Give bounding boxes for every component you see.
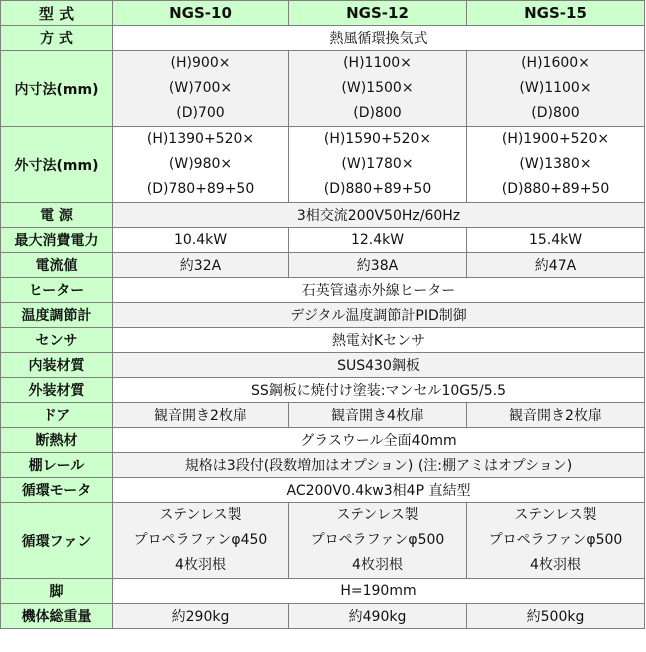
row-total-weight xyxy=(1,604,645,629)
row-label-exterior-material: 外装材質 xyxy=(1,378,113,403)
outer-w-ngs-10: (W)980× xyxy=(168,156,233,172)
max-power-ngs-12: 12.4kW xyxy=(289,228,467,253)
inner-w-ngs-12: (W)1500× xyxy=(341,80,414,96)
row-circulation-fan xyxy=(1,503,645,579)
fan-type-ngs-15: プロペラファンφ500 xyxy=(488,532,623,548)
fan-type-ngs-12: プロペラファンφ500 xyxy=(310,532,445,548)
circulation-fan-ngs-15 xyxy=(467,503,645,579)
row-label-power-supply: 電 源 xyxy=(1,203,113,228)
row-sensor xyxy=(1,328,645,353)
row-label-inner-dimensions: 内寸法(mm) xyxy=(1,51,113,127)
power-supply-value: 3相交流200V50Hz/60Hz xyxy=(113,203,645,228)
outer-d-ngs-15: (D)880+89+50 xyxy=(501,181,610,197)
max-power-ngs-10: 10.4kW xyxy=(113,228,289,253)
row-power-supply xyxy=(1,203,645,228)
current-ngs-10: 約32A xyxy=(113,253,289,278)
row-inner-dimensions xyxy=(1,51,645,127)
model-ngs-12: NGS-12 xyxy=(289,1,467,26)
inner-d-ngs-15: (D)800 xyxy=(531,105,580,121)
sensor-value: 熱電対Kセンサ xyxy=(113,328,645,353)
row-heater xyxy=(1,278,645,303)
method-value: 熱風循環換気式 xyxy=(113,26,645,51)
row-max-power xyxy=(1,228,645,253)
shelf-rail-value: 規格は3段付(段数増加はオプション) (注:棚アミはオプション) xyxy=(113,453,645,478)
row-method xyxy=(1,26,645,51)
row-exterior-material xyxy=(1,378,645,403)
inner-d-ngs-10: (D)700 xyxy=(176,105,225,121)
model-ngs-15: NGS-15 xyxy=(467,1,645,26)
row-label-interior-material: 内装材質 xyxy=(1,353,113,378)
fan-material-ngs-12: ステンレス製 xyxy=(336,507,419,523)
model-ngs-10: NGS-10 xyxy=(113,1,289,26)
row-temp-controller xyxy=(1,303,645,328)
row-label-legs: 脚 xyxy=(1,579,113,604)
fan-material-ngs-10: ステンレス製 xyxy=(159,507,242,523)
row-label-sensor: センサ xyxy=(1,328,113,353)
row-interior-material xyxy=(1,353,645,378)
row-label-heater: ヒーター xyxy=(1,278,113,303)
header-row xyxy=(1,1,645,26)
heater-value: 石英管遠赤外線ヒーター xyxy=(113,278,645,303)
row-shelf-rail xyxy=(1,453,645,478)
row-label-circulation-motor: 循環モータ xyxy=(1,478,113,503)
fan-blades-ngs-10: 4枚羽根 xyxy=(175,557,226,573)
exterior-material-value: SS鋼板に焼付け塗装:マンセル10G5/5.5 xyxy=(113,378,645,403)
row-legs xyxy=(1,579,645,604)
total-weight-ngs-15: 約500kg xyxy=(467,604,645,629)
row-door xyxy=(1,403,645,428)
inner-dimensions-ngs-12 xyxy=(289,51,467,127)
row-outer-dimensions xyxy=(1,127,645,203)
fan-blades-ngs-15: 4枚羽根 xyxy=(530,557,581,573)
outer-dimensions-ngs-15 xyxy=(467,127,645,203)
current-ngs-12: 約38A xyxy=(289,253,467,278)
temp-controller-value: デジタル温度調節計PID制御 xyxy=(113,303,645,328)
circulation-motor-value: AC200V0.4kw3相4P 直結型 xyxy=(113,478,645,503)
row-label-method: 方 式 xyxy=(1,26,113,51)
outer-h-ngs-12: (H)1590+520× xyxy=(323,131,432,147)
inner-w-ngs-10: (W)700× xyxy=(168,80,233,96)
outer-dimensions-ngs-10 xyxy=(113,127,289,203)
door-ngs-15: 観音開き2枚扉 xyxy=(467,403,645,428)
row-current xyxy=(1,253,645,278)
fan-material-ngs-15: ステンレス製 xyxy=(514,507,597,523)
row-circulation-motor xyxy=(1,478,645,503)
row-label-total-weight: 機体総重量 xyxy=(1,604,113,629)
row-label-shelf-rail: 棚レール xyxy=(1,453,113,478)
fan-blades-ngs-12: 4枚羽根 xyxy=(352,557,403,573)
outer-h-ngs-10: (H)1390+520× xyxy=(146,131,255,147)
interior-material-value: SUS430鋼板 xyxy=(113,353,645,378)
total-weight-ngs-10: 約290kg xyxy=(113,604,289,629)
row-label-temp-controller: 温度調節計 xyxy=(1,303,113,328)
outer-w-ngs-15: (W)1380× xyxy=(519,156,592,172)
max-power-ngs-15: 15.4kW xyxy=(467,228,645,253)
outer-dimensions-ngs-12 xyxy=(289,127,467,203)
inner-h-ngs-15: (H)1600× xyxy=(521,55,590,71)
row-insulation xyxy=(1,428,645,453)
fan-type-ngs-10: プロペラファンφ450 xyxy=(133,532,268,548)
row-label-circulation-fan: 循環ファン xyxy=(1,503,113,579)
circulation-fan-ngs-10 xyxy=(113,503,289,579)
outer-w-ngs-12: (W)1780× xyxy=(341,156,414,172)
inner-d-ngs-12: (D)800 xyxy=(353,105,402,121)
outer-d-ngs-10: (D)780+89+50 xyxy=(146,181,255,197)
circulation-fan-ngs-12 xyxy=(289,503,467,579)
inner-w-ngs-15: (W)1100× xyxy=(519,80,592,96)
current-ngs-15: 約47A xyxy=(467,253,645,278)
insulation-value: グラスウール全面40mm xyxy=(113,428,645,453)
row-label-door: ドア xyxy=(1,403,113,428)
outer-h-ngs-15: (H)1900+520× xyxy=(501,131,610,147)
row-label-current: 電流値 xyxy=(1,253,113,278)
outer-d-ngs-12: (D)880+89+50 xyxy=(323,181,432,197)
row-label-outer-dimensions: 外寸法(mm) xyxy=(1,127,113,203)
header-label: 型 式 xyxy=(1,1,113,26)
inner-h-ngs-10: (H)900× xyxy=(170,55,231,71)
total-weight-ngs-12: 約490kg xyxy=(289,604,467,629)
row-label-insulation: 断熱材 xyxy=(1,428,113,453)
inner-h-ngs-12: (H)1100× xyxy=(343,55,412,71)
door-ngs-12: 観音開き4枚扉 xyxy=(289,403,467,428)
inner-dimensions-ngs-15 xyxy=(467,51,645,127)
row-label-max-power: 最大消費電力 xyxy=(1,228,113,253)
inner-dimensions-ngs-10 xyxy=(113,51,289,127)
legs-value: H=190mm xyxy=(113,579,645,604)
door-ngs-10: 観音開き2枚扉 xyxy=(113,403,289,428)
